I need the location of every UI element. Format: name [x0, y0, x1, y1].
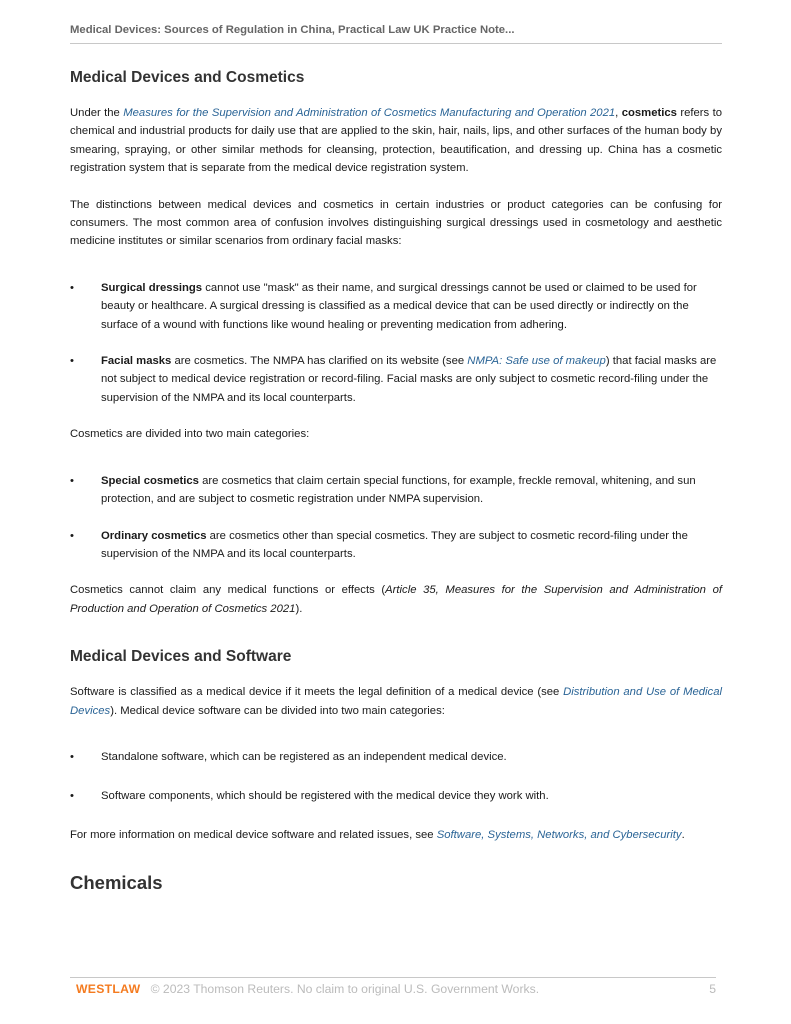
list-item-ordinary-cosmetics: [70, 527, 722, 564]
bold-term: Ordinary cosmetics: [101, 529, 207, 542]
paragraph-cosmetic-categories: Cosmetics are divided into two main categories:: [70, 428, 310, 441]
text-run: Standalone software, which can be registered as an independent medical device.: [101, 750, 507, 763]
section-heading-chemicals: Chemicals: [70, 872, 163, 894]
paragraph-medical-claims: [70, 581, 722, 618]
text-run: cannot use "mask" as their name, and surgical dressings cannot be used or claimed to be used for beauty or healthcare. A surgical dressing is classified as a medical device that can be used directly or indirectly on the surface of a wound with functions like wound healing or preventing medication from adhering.: [101, 281, 697, 331]
westlaw-logo: WESTLAW: [76, 982, 141, 996]
list-item-special-cosmetics: [70, 472, 722, 509]
text-run: Software components, which should be registered with the medical device they work with.: [101, 790, 549, 803]
list-item-facial-masks: [70, 352, 722, 407]
text-run: refers to chemical and industrial products for daily use that are applied to the skin, hair, nails, lips, and other surfaces of the human body by smearing, spraying, or other similar methods for cleansing, protection, beautification, and dressing up. China has a cosmetic registration system that is separate from the medical device registration system.: [70, 107, 722, 175]
link-distribution-and-use[interactable]: Distribution and Use of Medical Devices: [70, 686, 722, 717]
paragraph-cosmetics-definition: [70, 104, 722, 178]
page-number: 5: [709, 982, 716, 996]
section-heading-cosmetics: Medical Devices and Cosmetics: [70, 69, 305, 86]
bold-term: Special cosmetics: [101, 474, 199, 487]
text-run: ). Medical device software can be divided into two main categories:: [110, 704, 445, 717]
list-item-surgical-dressings: [70, 279, 722, 334]
bold-term: Surgical dressings: [101, 281, 203, 294]
document-header-title: Medical Devices: Sources of Regulation in China, Practical Law UK Practice Note...: [70, 24, 515, 36]
text-run: Software is classified as a medical device if it meets the legal definition of a medical device (see: [70, 686, 564, 699]
bullet-icon: •: [70, 790, 74, 803]
page-footer: [76, 982, 716, 996]
text-run: ).: [295, 602, 303, 615]
bullet-icon: •: [70, 474, 74, 487]
bullet-icon: •: [70, 529, 74, 542]
bold-term: Facial masks: [101, 355, 172, 368]
header-divider: [70, 43, 722, 44]
footer-divider: [70, 977, 716, 978]
bullet-icon: •: [70, 750, 74, 763]
text-run: are cosmetics other than special cosmetics. They are subject to cosmetic record-filing under the supervision of the NMPA and its local counterparts.: [101, 529, 688, 560]
paragraph-distinctions: The distinctions between medical devices and cosmetics in certain industries or product categories can be confusing for consumers. The most common area of confusion involves distinguishing surgical dressings used in cosmetology and aesthetic medicine institutes or similar scenarios from ordinary facial masks:: [70, 198, 722, 248]
paragraph-software-definition: [70, 683, 722, 720]
link-nmpa-safe-use-of-makeup[interactable]: NMPA: Safe use of makeup: [467, 355, 606, 368]
text-run: Cosmetics cannot claim any medical functions or effects (: [70, 584, 386, 597]
list-item-software-components: [70, 787, 722, 805]
text-run: Under the: [70, 107, 124, 119]
text-run: .: [681, 828, 685, 841]
text-run: are cosmetics that claim certain special functions, for example, freckle removal, whitening, and sun protection, and are subject to cosmetic registration under NMPA supervision.: [101, 474, 696, 506]
text-run: ) that facial masks are not subject to medical device registration or record-filing. Facial masks are only subject to cosmetic record-filing under the supervision of the NMPA and its local counterparts.: [101, 355, 717, 404]
text-run: ,: [615, 107, 622, 119]
list-item-standalone-software: [70, 748, 722, 766]
bullet-icon: •: [70, 281, 74, 294]
document-body: [70, 69, 722, 894]
bold-term-cosmetics: cosmetics: [621, 107, 677, 119]
text-run: are cosmetics. The NMPA has clarified on its website (see: [171, 355, 468, 368]
bullet-icon: •: [70, 355, 74, 368]
footer-copyright: © 2023 Thomson Reuters. No claim to original U.S. Government Works.: [150, 982, 540, 996]
citation-article-35: Article 35, Measures for the Supervision and Administration of Production and Operation of Cosmetics 2021: [70, 584, 722, 615]
link-software-systems-networks[interactable]: Software, Systems, Networks, and Cybersecurity: [436, 828, 682, 841]
paragraph-more-information: [70, 826, 722, 844]
link-cosmetics-measures[interactable]: Measures for the Supervision and Administration of Cosmetics Manufacturing and Operation 2021: [123, 107, 616, 119]
section-heading-software: Medical Devices and Software: [70, 648, 292, 666]
text-run: For more information on medical device software and related issues, see: [70, 828, 437, 841]
